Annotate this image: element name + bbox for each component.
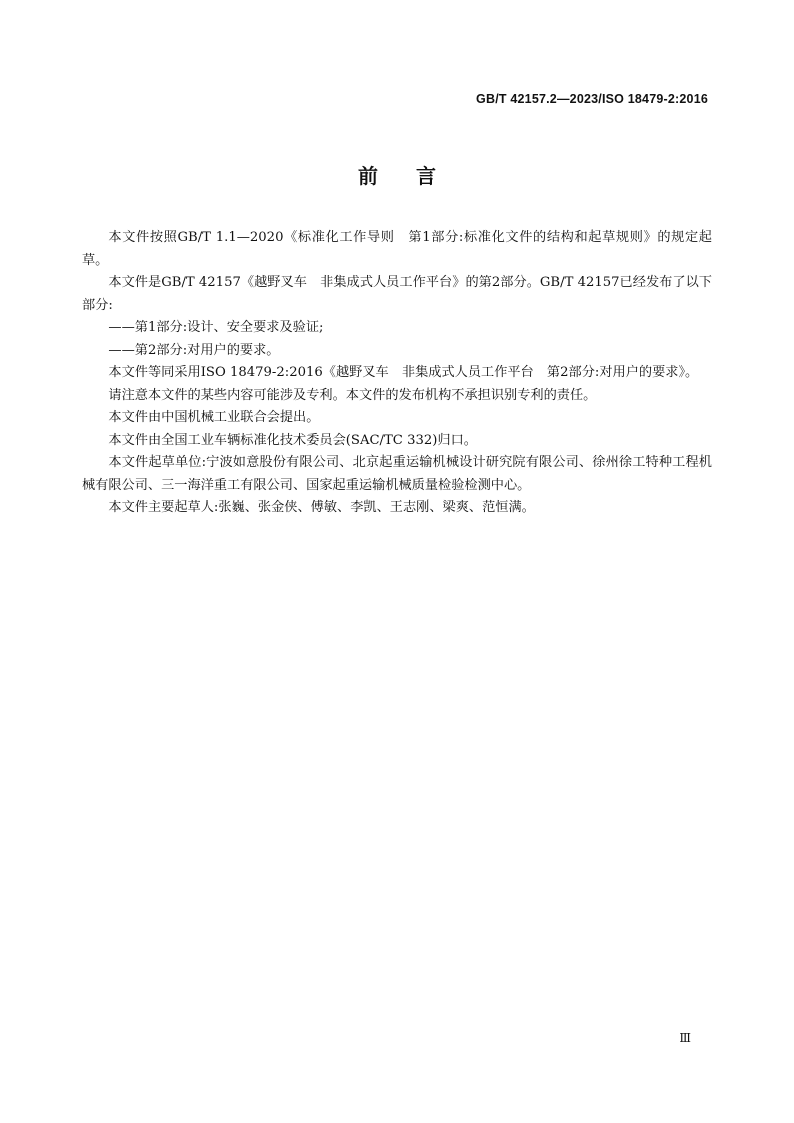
paragraph-part-description: 本文件是GB/T 42157《越野叉车 非集成式人员工作平台》的第2部分。GB/T 42157已经发布了以下部分: [82,275,712,313]
paragraph-technical-committee: 本文件由全国工业车辆标准化技术委员会(SAC/TC 332)归口。 [108,432,477,448]
paragraph-patent-notice: 请注意本文件的某些内容可能涉及专利。本文件的发布机构不承担识别专利的责任。 [108,387,597,403]
title-char-2: 言 [416,164,436,188]
page-title [0,160,794,189]
list-item-part-2: ——第2部分:对用户的要求。 [108,342,280,358]
standard-code: GB/T 42157.2—2023/ISO 18479-2:2016 [476,92,708,106]
foreword-body [82,227,712,520]
title-char-1: 前 [358,164,378,188]
paragraph-drafting-units: 本文件起草单位:宁波如意股份有限公司、北京起重运输机械设计研究院有限公司、徐州徐工特种工程机械有限公司、三一海洋重工有限公司、国家起重运输机械质量检验检测中心。 [82,455,712,493]
paragraph-drafters: 本文件主要起草人:张巍、张金侠、傅敏、李凯、王志刚、梁爽、范恒满。 [108,500,535,515]
page-number: Ⅲ [679,1031,691,1045]
paragraph-proposed-by: 本文件由中国机械工业联合会提出。 [108,410,320,425]
paragraph-iso-adoption: 本文件等同采用ISO 18479-2:2016《越野叉车 非集成式人员工作平台 第2部分:对用户的要求》。 [108,365,699,380]
paragraph-drafting-rules: 本文件按照GB/T 1.1—2020《标准化工作导则 第1部分:标准化文件的结构和起草规则》的规定起草。 [82,230,712,268]
list-item-part-1: ——第1部分:设计、安全要求及验证; [108,320,324,335]
